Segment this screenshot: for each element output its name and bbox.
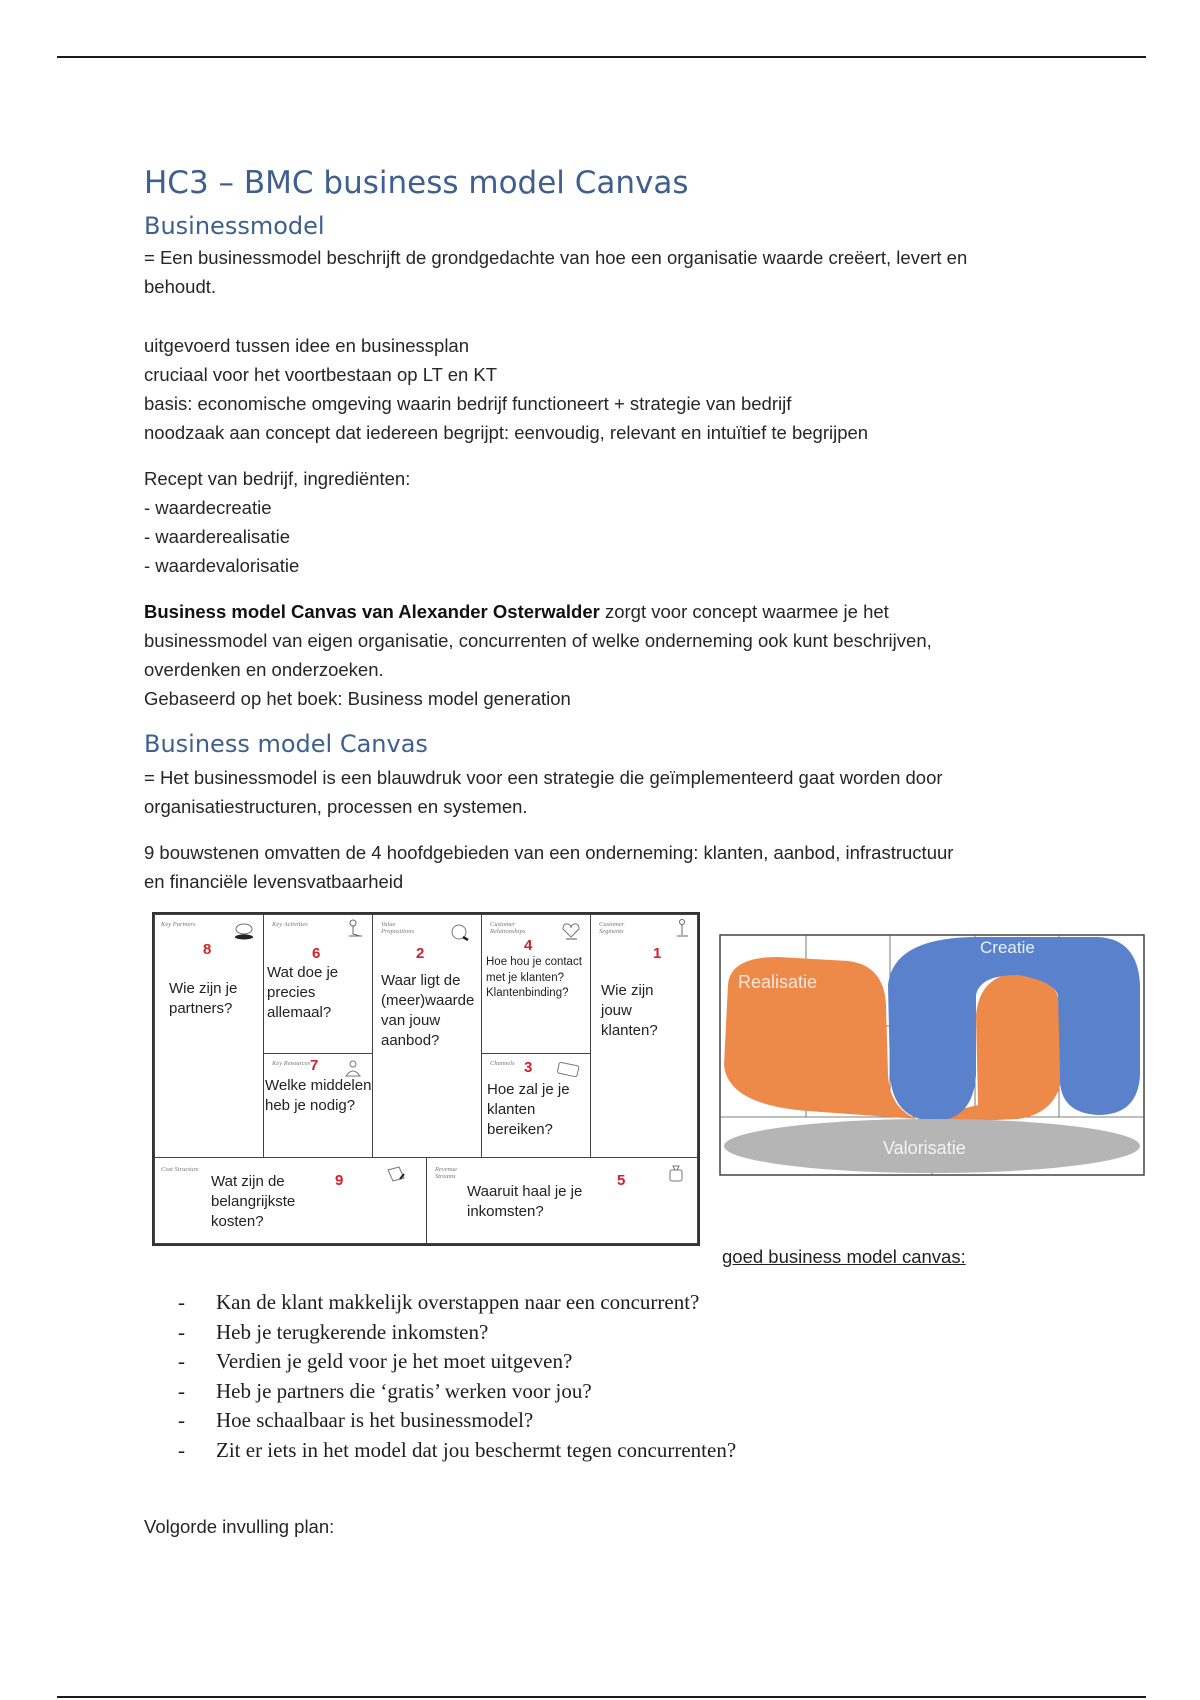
list-item-text: Zit er iets in het model dat jou beschermt tegen concurrenten?	[216, 1437, 737, 1462]
list-item	[178, 1347, 736, 1377]
text-line: overdenken en onderzoeken.	[144, 659, 384, 680]
osterwalder-paragraph	[144, 597, 1064, 713]
cell-question: Wie zijn jouw klanten?	[601, 982, 658, 1039]
person-standing-icon	[671, 919, 693, 939]
building-blocks-text	[144, 838, 1064, 896]
note-line: uitgevoerd tussen idee en businessplan	[144, 335, 470, 356]
bottom-rule	[57, 1696, 1146, 1698]
page-title: HC3 – BMC business model Canvas	[144, 165, 689, 201]
step-number: 6	[312, 945, 321, 962]
list-item	[178, 1406, 736, 1436]
text-line: organisatiestructuren, processen en systemen.	[144, 796, 528, 817]
businessmodel-definition	[144, 243, 1064, 301]
money-bag-icon	[665, 1164, 687, 1184]
cell-label: Customer Segments	[599, 921, 625, 935]
bullet-dash: -	[178, 1349, 185, 1374]
text-span: zorgt voor concept waarmee je het	[599, 601, 889, 622]
list-item	[178, 1436, 736, 1466]
section-heading-businessmodel: Businessmodel	[144, 212, 325, 240]
note-line: cruciaal voor het voortbestaan op LT en KT	[144, 364, 498, 385]
bullet-dash: -	[178, 1290, 185, 1314]
bullet-dash: -	[178, 1319, 185, 1344]
value-creation-diagram	[718, 925, 1146, 1178]
text-line: behoudt.	[144, 276, 217, 297]
valorisatie-label: Valorisatie	[883, 1138, 966, 1158]
cell-customer-segments	[590, 914, 698, 1158]
person-working-icon	[344, 919, 366, 939]
recipe-item: - waardecreatie	[144, 497, 272, 518]
step-number: 2	[416, 945, 425, 962]
top-rule	[57, 56, 1146, 58]
business-model-canvas-figure	[152, 912, 700, 1246]
recipe-item: - waardevalorisatie	[144, 555, 300, 576]
bmc-definition	[144, 763, 1064, 821]
volgorde-heading: Volgorde invulling plan:	[144, 1516, 335, 1537]
list-item-text: Kan de klant makkelijk overstappen naar een concurrent?	[216, 1290, 700, 1314]
text-line: = Een businessmodel beschrijft de grondgedachte van hoe een organisatie waarde creëert, levert en	[144, 247, 968, 268]
text-line: 9 bouwstenen omvatten de 4 hoofdgebieden van een onderneming: klanten, aanbod, infrastructuur	[144, 842, 954, 863]
cell-label: Key Activities	[272, 921, 308, 928]
cell-question: Hoe zal je je klanten bereiken?	[487, 1081, 570, 1138]
step-number: 1	[653, 945, 662, 962]
step-number: 9	[335, 1172, 344, 1189]
based-on-line: Gebaseerd op het boek: Business model generation	[144, 688, 571, 709]
handshake-icon	[233, 921, 255, 941]
cell-key-resources	[263, 1053, 373, 1158]
cell-label: Cost Structure	[161, 1166, 199, 1173]
note-line: basis: economische omgeving waarin bedrijf functioneert + strategie van bedrijf	[144, 393, 792, 414]
cell-channels	[481, 1053, 591, 1158]
recipe-block	[144, 464, 1064, 580]
cell-revenue-streams	[426, 1157, 698, 1244]
bullet-dash: -	[178, 1437, 185, 1462]
bullet-dash: -	[178, 1378, 185, 1403]
cell-question: Wat doe je precies allemaal?	[267, 964, 339, 1021]
recipe-intro: Recept van bedrijf, ingrediënten:	[144, 468, 411, 489]
cell-label: Revenue Streams	[435, 1166, 458, 1180]
section-heading-bmc: Business model Canvas	[144, 730, 428, 758]
cell-question: Hoe hou je contact met je klanten? Klantenbinding?	[486, 956, 582, 999]
checklist	[178, 1288, 736, 1466]
step-number: 4	[524, 937, 533, 954]
cell-question: Wie zijn je partners?	[169, 980, 238, 1017]
list-item	[178, 1377, 736, 1407]
list-item	[178, 1318, 736, 1348]
text-line: en financiële levensvatbaarheid	[144, 871, 404, 892]
step-number: 5	[617, 1172, 626, 1189]
cell-question: Waar ligt de (meer)waarde van jouw aanbod?	[381, 972, 475, 1049]
list-item-text: Heb je terugkerende inkomsten?	[216, 1319, 489, 1344]
list-item-text: Heb je partners die ‘gratis’ werken voor jou?	[216, 1378, 592, 1403]
step-number: 3	[524, 1059, 533, 1076]
cell-key-partners	[154, 914, 264, 1158]
truck-icon	[556, 1060, 582, 1080]
cell-value-propositions	[372, 914, 482, 1158]
list-item-text: Hoe schaalbaar is het businessmodel?	[216, 1408, 534, 1433]
price-tag-icon	[385, 1164, 407, 1184]
cell-label: Key Resources	[272, 1060, 311, 1067]
step-number: 7	[310, 1057, 319, 1074]
cell-label: Channels	[490, 1060, 515, 1067]
businessmodel-notes	[144, 331, 1064, 447]
creatie-label: Creatie	[980, 938, 1035, 957]
text-line: businessmodel van eigen organisatie, concurrenten of welke onderneming ook kunt beschrijven,	[144, 630, 932, 651]
gift-icon	[449, 923, 471, 943]
cell-question: Welke middelen heb je nodig?	[265, 1077, 372, 1114]
recipe-item: - waarderealisatie	[144, 526, 291, 547]
cell-cost-structure	[154, 1157, 427, 1244]
next-section-label	[144, 1512, 1064, 1541]
list-item-text: Verdien je geld voor je het moet uitgeven?	[216, 1349, 573, 1374]
cell-question: Waaruit haal je je inkomsten?	[467, 1183, 583, 1220]
list-item	[178, 1288, 736, 1318]
cell-customer-relationships	[481, 914, 591, 1054]
osterwalder-bold: Business model Canvas van Alexander Osterwalder	[144, 601, 600, 622]
step-number: 8	[203, 941, 212, 958]
note-line: noodzaak aan concept dat iedereen begrijpt: eenvoudig, relevant en intuïtief te begrijpen	[144, 422, 869, 443]
cell-label: Value Propositions	[381, 921, 414, 935]
bullet-dash: -	[178, 1408, 185, 1433]
text-line: = Het businessmodel is een blauwdruk voor een strategie die geïmplementeerd gaat worden door	[144, 767, 943, 788]
heart-icon	[560, 921, 582, 941]
good-canvas-caption: goed business model canvas:	[722, 1246, 966, 1267]
cell-question: Wat zijn de belangrijkste kosten?	[211, 1173, 296, 1230]
cell-key-activities	[263, 914, 373, 1054]
cell-label: Customer Relationships	[490, 921, 526, 935]
realisatie-label: Realisatie	[738, 972, 818, 992]
cell-label: Key Partners	[161, 921, 196, 928]
